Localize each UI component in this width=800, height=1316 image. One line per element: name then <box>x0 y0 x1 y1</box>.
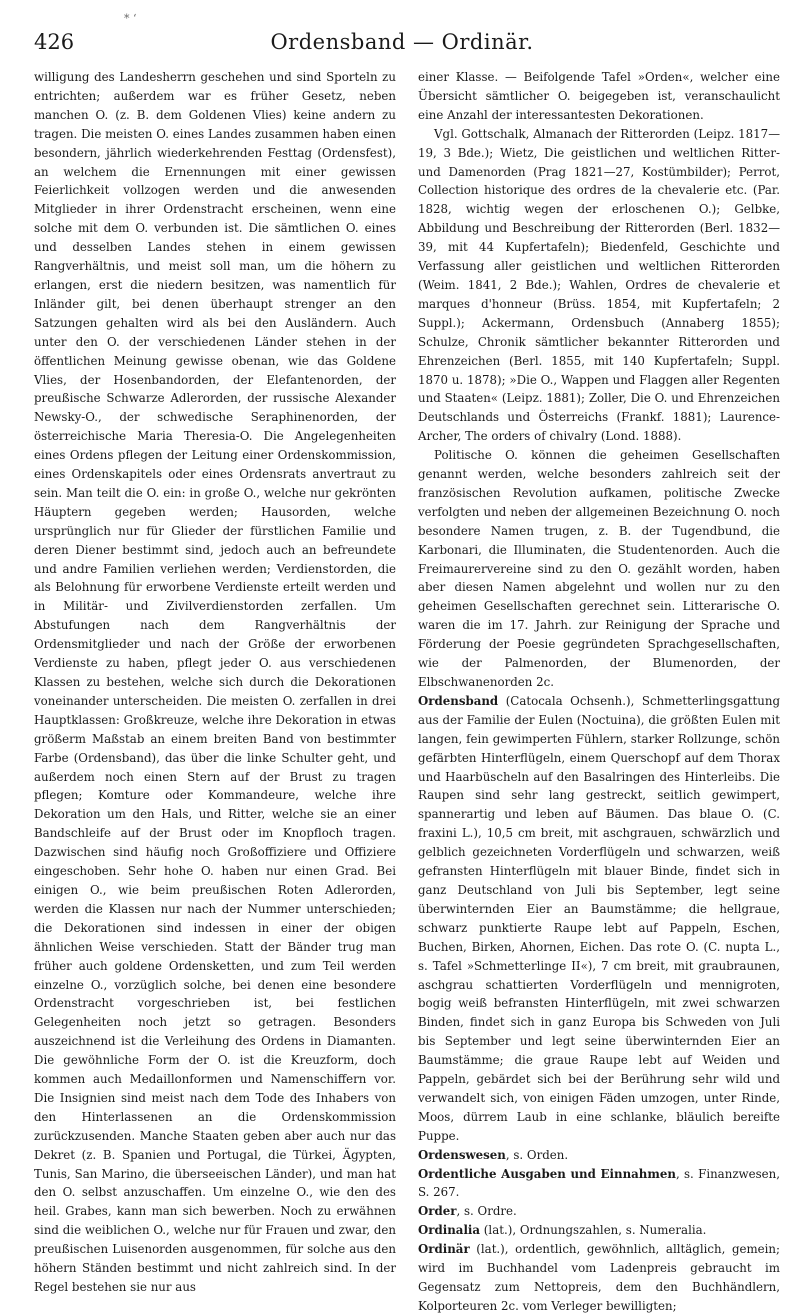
entry-order <box>418 1202 780 1221</box>
entry-ordentliche-ausgaben <box>418 1165 780 1203</box>
running-head: Ordensband — Ordinär. <box>270 30 534 54</box>
page-mark: * ‘ <box>124 12 137 25</box>
political-orders-paragraph: Politische O. können die geheimen Gesellschaften genannt werden, welche besonders zahlreich seit der französischen Revolution aufkamen, politische Zwecke verfolgten und neben der allgemeinen Bezeichnung O. noch besondere Namen trugen, z. B. der Tugendbund, die Karbonari, die Illuminaten, die Studentenorden. Auch die Freimaurervereine sind zu den O. gezählt worden, haben aber diesen Namen abgelehnt und wollen nur zu den geheimen Gesellschaften gerechnet sein. Litterarische O. waren die im 17. Jahrh. zur Reinigung der Sprache und Förderung der Poesie gegründeten Sprachgesellschaften, wie der Palmenorden, der Blumenorden, der Elbschwanenorden 2c. <box>418 448 780 689</box>
entry-headword: Ordentliche Ausgaben und Einnahmen <box>418 1166 676 1181</box>
entry-headword: Ordensband <box>418 693 499 708</box>
entry-ordinaer <box>418 1240 780 1316</box>
entry-text: , s. Finanzwesen, S. 267. <box>418 1166 780 1200</box>
entry-text: , s. Orden. <box>505 1147 569 1162</box>
entry-headword: Ordinär <box>418 1242 470 1257</box>
entry-headword: Ordenswesen <box>418 1147 506 1162</box>
entry-text: (lat.), Ordnungszahlen, s. Numeralia. <box>480 1223 707 1238</box>
left-paragraph: willigung des Landesherrn geschehen und sind Sporteln zu entrichten; außerdem war es früher Gesetz, neben manchen O. (z. B. dem Goldenen Vlies) keine andern zu tragen. Die meisten O. eines Landes zusammen haben einen besondern, jährlich wiederkehrenden Festtag (Ordensfest), an welchem die Ernennungen mit einer gewissen Feierlichkeit vollzogen werden und die anwesenden Mitglieder in ihrer Ordenstracht erscheinen, wenn eine solche mit dem O. verbunden ist. Die sämtlichen O. eines und desselben Landes stehen in einem gewissen Rangverhältnis, und meist soll man, um die höhern zu erlangen, erst die niedern besitzen, was namentlich für Inländer gilt, bei denen überhaupt strenger an den Satzungen gehalten wird als bei den Ausländern. Auch unter den O. der verschiedenen Länder stehen in der öffentlichen Meinung gewisse obenan, wie das Goldene Vlies, der Hosenbandorden, der Elefantenorden, der preußische Schwarze Adlerorden, der russische Alexander Newsky-O., der schwedische Seraphinenorden, der österreichische Maria Theresia-O. Die Angelegenheiten eines Ordens pflegen der Leitung einer Ordenskommission, eines Ordenskapitels oder eines Ordensrats anvertraut zu sein. Man teilt die O. ein: in große O., welche nur gekrönten Häuptern gegeben werden; Hausorden, welche ursprünglich nur für Glieder der fürstlichen Familie und deren Diener bestimmt sind, jedoch auch an befreundete und andre Familien verliehen werden; Verdienstorden, die als Belohnung für erworbene Verdienste erteilt werden und in Militär- und Zivilverdienstorden zerfallen. Um Abstufungen nach dem Rangverhältnis der Ordensmitglieder und nach der Größe der erworbenen Verdienste zu haben, pflegt jeder O. aus verschiedenen Klassen zu bestehen, welche sich durch die Dekorationen voneinander unterscheiden. Die meisten O. zerfallen in drei Hauptklassen: Großkreuze, welche ihre Dekoration in etwas größerm Maßstab an einem breiten Band von bestimmter Farbe (Ordensband), das über die linke Schulter geht, und außerdem noch einen Stern auf der Brust zu tragen pflegen; Komture oder Kommandeure, welche ihre Dekoration um den Hals, und Ritter, welche sie an einer Bandschleife auf der Brust oder im Knopfloch tragen. Dazwischen sind häufig noch Großoffiziere und Offiziere eingeschoben. Sehr hohe O. haben nur einen Grad. Bei einigen O., wie beim preußischen Roten Adlerorden, werden die Klassen nur nach der Nummer unterschieden; die Dekorationen sind indessen in einer der obigen ähnlichen Weise verschieden. Statt der Bänder trug man früher auch goldene Ordensketten, und zum Teil werden einzelne O., vorzüglich solche, bei denen eine besondere Ordenstracht vorgeschrieben ist, bei festlichen Gelegenheiten noch jetzt so getragen. Besonders auszeichnend ist die Verleihung des Ordens in Diamanten. Die gewöhnliche Form der O. ist die Kreuzform, doch kommen auch Medaillonformen und Namenschiffern vor. Die Insignien sind meist nach dem Tode des Inhabers von den Hinterlassenen an die Ordenskommission zurückzusenden. Manche Staaten geben aber auch nur das Dekret (z. B. Spanien und Portugal, die Türkei, Ägypten, Tunis, San Marino, die überseeischen Länder), und man hat den O. selbst anzuschaffen. Um einzelne O., wie den des heil. Grabes, kann man sich bewerben. Noch zu erwähnen sind die weiblichen O., welche nur für Frauen und zwar, den preußischen Luisenorden ausgenommen, für solche aus den höhern Ständen bestimmt und nicht zahlreich sind. In der Regel bestehen sie nur aus <box>34 70 396 1294</box>
right-column <box>418 68 780 1313</box>
left-column <box>34 68 396 1294</box>
entry-headword: Ordinalia <box>418 1223 481 1238</box>
entry-ordensband <box>418 692 780 1146</box>
entry-text: , s. Ordre. <box>456 1204 517 1219</box>
page-number: 426 <box>34 30 75 54</box>
right-paragraph-continuation: einer Klasse. — Beifolgende Tafel »Orden«, welcher eine Übersicht sämtlicher O. beigegeben ist, veranschaulicht eine Anzahl der interessantesten Dekorationen. <box>418 70 780 122</box>
page-header <box>34 12 770 60</box>
entry-text: (Catocala Ochsenh.), Schmetterlingsgattung aus der Familie der Eulen (Noctuina), die größten Eulen mit langen, fein gewimperten Fühlern, starker Rollzunge, schön gefärbten Hinterflügeln, einem Querschopf auf dem Thorax und Haarbüscheln auf den Basalringen des Hinterleibs. Die Raupen sind sehr lang gestreckt, seitlich gewimpert, spannerartig und leben auf Bäumen. Das blaue O. (C. fraxini L.), 10,5 cm breit, mit aschgrauen, schwärzlich und gelblich gezeichneten Vorderflügeln und schwarzen, weiß gefransten Hinterflügeln mit blauer Binde, findet sich in ganz Deutschland von Juli bis September, legt seine überwinternden Eier an Baumstämme; die hellgraue, schwarz punktierte Raupe lebt auf Pappeln, Eschen, Buchen, Birken, Ahornen, Eichen. Das rote O. (C. nupta L., s. Tafel »Schmetterlinge II«), 7 cm breit, mit graubraunen, aschgrau schattierten Vorderflügeln und mennigroten, bogig weiß befransten Hinterflügeln, mit zwei schwarzen Binden, findet sich in ganz Europa bis Schweden von Juli bis September und legt seine überwinternden Eier an Baumstämme; die graue Raupe lebt auf Weiden und Pappeln, gebärdet sich bei der Berührung sehr wild und verwandelt sich, von einigen Fäden umzogen, unter Rinde, Moos, dürrem Laub in eine schlanke, bläulich bereifte Puppe. <box>418 693 780 1143</box>
entry-text: (lat.), ordentlich, gewöhnlich, alltäglich, gemein; wird im Buchhandel vom Ladenpreis gebraucht im Gegensatz zum Nettopreis, dem den Buchhändlern, Kolporteuren 2c. vom Verleger bewilligten; <box>418 1242 780 1313</box>
entry-ordenswesen <box>418 1146 780 1165</box>
bibliography-paragraph: Vgl. Gottschalk, Almanach der Ritterorden (Leipz. 1817—19, 3 Bde.); Wietz, Die geistlichen und weltlichen Ritter- und Damenorden (Prag 1821—27, Kostümbilder); Perrot, Collection historique des ordres de la chevalerie etc. (Par. 1828, wichtig wegen der erloschenen O.); Gelbke, Abbildung und Beschreibung der Ritterorden (Berl. 1832—39, mit 44 Kupfertafeln); Biedenfeld, Geschichte und Verfassung aller geistlichen und weltlichen Ritterorden (Weim. 1841, 2 Bde.); Wahlen, Ordres de chevalerie et marques d'honneur (Brüss. 1854, mit Kupfertafeln; 2 Suppl.); Ackermann, Ordensbuch (Annaberg 1855); Schulze, Chronik sämtlicher bekannter Ritterorden und Ehrenzeichen (Berl. 1855, mit 140 Kupfertafeln; Suppl. 1870 u. 1878); »Die O., Wappen und Flaggen aller Regenten und Staaten« (Leipz. 1881); Zoller, Die O. und Ehrenzeichen Deutschlands und Österreichs (Frankf. 1881); Laurence-Archer, The orders of chivalry (Lond. 1888). <box>418 126 780 444</box>
entry-headword: Order <box>418 1204 457 1219</box>
entry-ordinalia <box>418 1221 780 1240</box>
